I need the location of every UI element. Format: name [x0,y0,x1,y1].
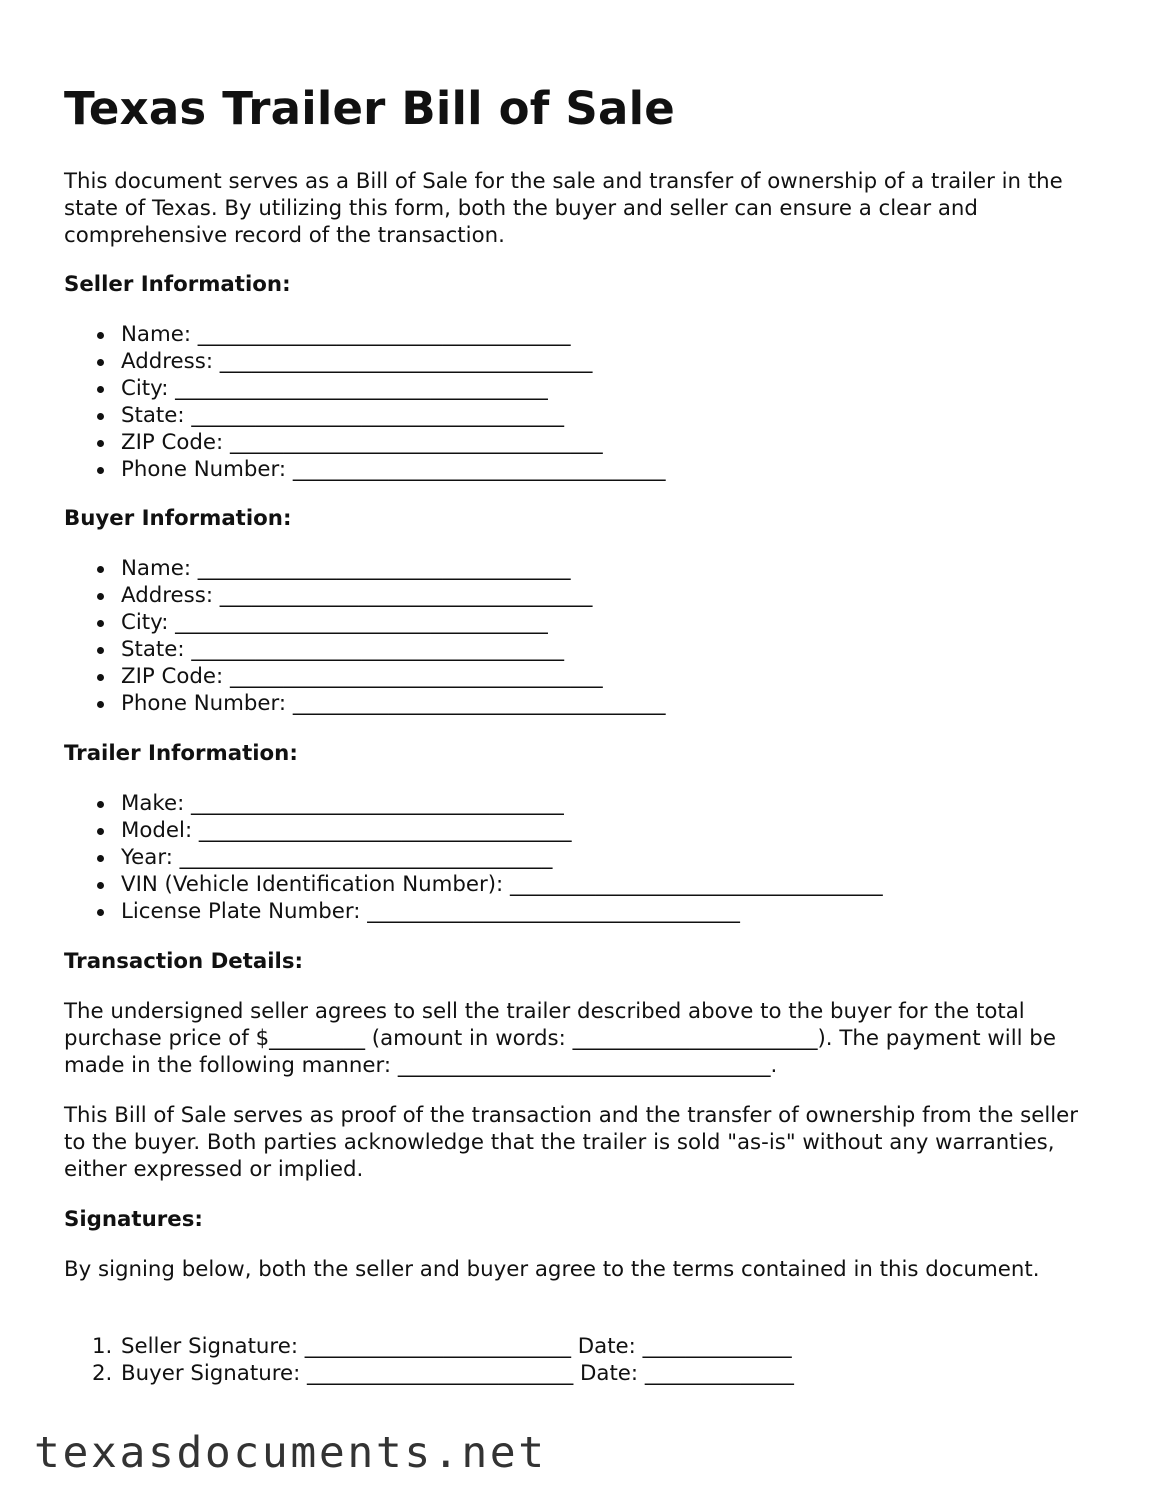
trailer-model-field: Model: ___________________________________ [64,817,883,844]
seller-name-field: Name: ___________________________________ [64,321,666,348]
buyer-state-field: State: ___________________________________ [64,636,666,663]
seller-city-field: City: ___________________________________ [64,375,666,402]
buyer-city-field: City: ___________________________________ [64,609,666,636]
buyer-zip-field: ZIP Code: ___________________________________ [64,663,666,690]
seller-state-field: State: ___________________________________ [64,402,666,429]
signatures-paragraph: By signing below, both the seller and buyer agree to the terms contained in this document. [64,1257,1040,1282]
buyer-phone-field: Phone Number: ___________________________________ [64,690,666,717]
trailer-heading: Trailer Information: [64,741,298,766]
seller-signature-text: Seller Signature: _________________________ Date: ______________ [121,1334,792,1359]
seller-zip-field: ZIP Code: ___________________________________ [64,429,666,456]
trailer-vin-field: VIN (Vehicle Identification Number): ___________________________________ [64,871,883,898]
footer-watermark: texasdocuments.net [34,1428,547,1478]
seller-phone-field: Phone Number: ___________________________________ [64,456,666,483]
buyer-address-field: Address: ___________________________________ [64,582,666,609]
buyer-heading: Buyer Information: [64,506,292,531]
document-title: Texas Trailer Bill of Sale [64,82,675,135]
seller-heading: Seller Information: [64,272,291,297]
signature-list [64,1333,794,1387]
seller-fields-list [64,321,666,483]
list-number: 1. [92,1334,113,1359]
buyer-name-field: Name: ___________________________________ [64,555,666,582]
trailer-fields-list [64,790,883,925]
intro-paragraph: This document serves as a Bill of Sale for the sale and transfer of ownership of a trailer in the state of Texas. By utilizing this form, both the buyer and seller can ensure a clear and comprehensive record of the transaction. [64,169,1063,248]
as-is-paragraph: This Bill of Sale serves as proof of the transaction and the transfer of ownership from the seller to the buyer. Both parties acknowledge that the trailer is sold "as-is" without any warranties, either expressed or implied. [64,1103,1079,1182]
transaction-heading: Transaction Details: [64,949,304,974]
buyer-fields-list [64,555,666,717]
seller-address-field: Address: ___________________________________ [64,348,666,375]
seller-signature-line [64,1333,794,1360]
buyer-signature-text: Buyer Signature: _________________________ Date: ______________ [121,1361,794,1386]
transaction-paragraph: The undersigned seller agrees to sell the trailer described above to the buyer for the total purchase price of $_________ (amount in words: _______________________). The payment will be made in the following manner: ___________________________________. [64,999,1056,1078]
trailer-plate-field: License Plate Number: ___________________________________ [64,898,883,925]
signatures-heading: Signatures: [64,1207,203,1232]
trailer-make-field: Make: ___________________________________ [64,790,883,817]
trailer-year-field: Year: ___________________________________ [64,844,883,871]
buyer-signature-line [64,1360,794,1387]
list-number: 2. [92,1361,113,1386]
